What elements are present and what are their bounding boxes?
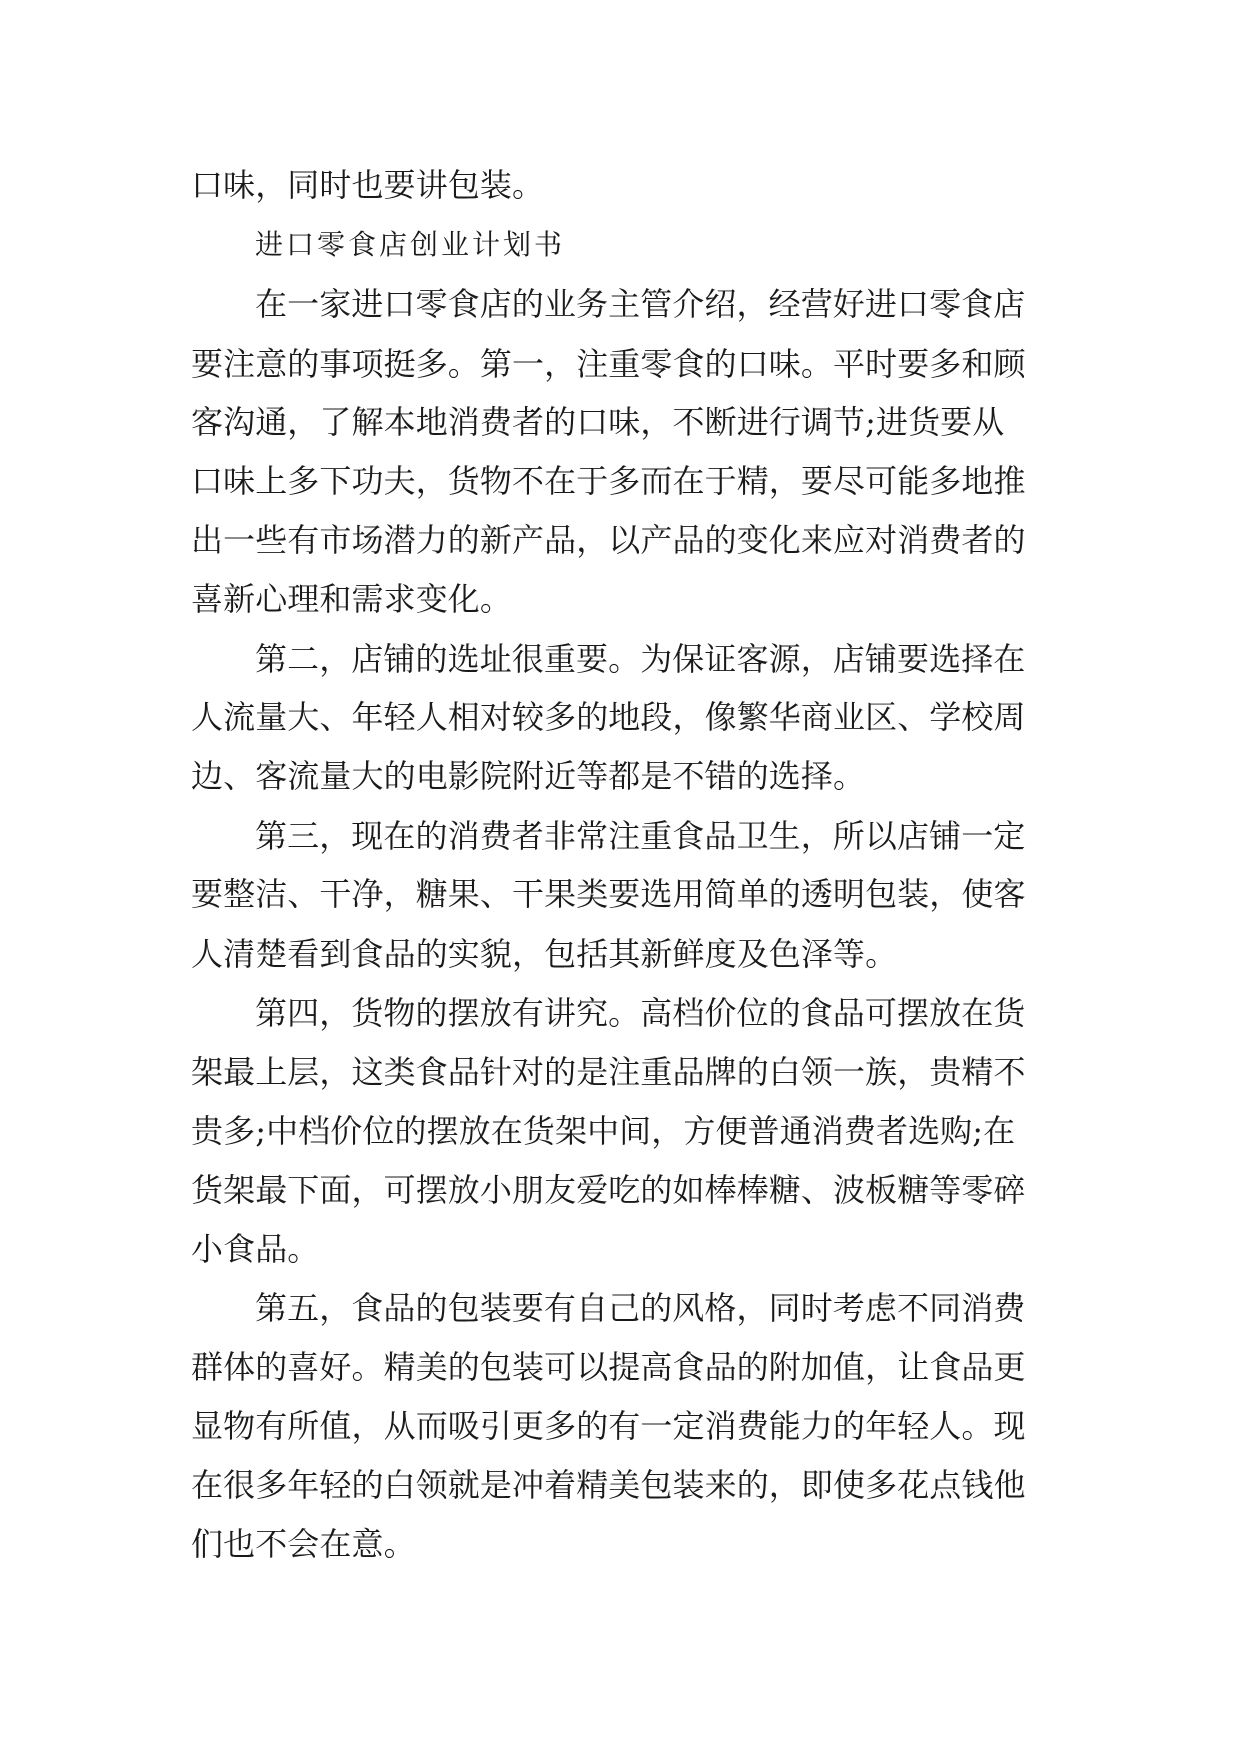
text-line: 要整洁、干净，糖果、干果类要选用简单的透明包装，使客 bbox=[191, 875, 1026, 913]
paragraph-start: 第四，货物的摆放有讲究。高档价位的食品可摆放在货 bbox=[255, 994, 1026, 1032]
paragraph-start: 第二，店铺的选址很重要。为保证客源，店铺要选择在 bbox=[255, 640, 1026, 678]
text-line: 显物有所值，从而吸引更多的有一定消费能力的年轻人。现 bbox=[191, 1407, 1026, 1445]
text-line: 贵多;中档价位的摆放在货架中间，方便普通消费者选购;在 bbox=[191, 1112, 1016, 1150]
paragraph-start: 第五，食品的包装要有自己的风格，同时考虑不同消费 bbox=[255, 1289, 1026, 1327]
text-line: 人清楚看到食品的实貌，包括其新鲜度及色泽等。 bbox=[191, 935, 898, 973]
text-line: 喜新心理和需求变化。 bbox=[191, 580, 513, 618]
text-line: 边、客流量大的电影院附近等都是不错的选择。 bbox=[191, 757, 866, 795]
text-line: 出一些有市场潜力的新产品，以产品的变化来应对消费者的 bbox=[191, 521, 1026, 559]
text-line: 架最上层，这类食品针对的是注重品牌的白领一族，贵精不 bbox=[191, 1053, 1026, 1091]
text-line: 客沟通，了解本地消费者的口味，不断进行调节;进货要从 bbox=[191, 403, 1005, 441]
text-line: 口味，同时也要讲包装。 bbox=[191, 166, 545, 204]
text-line: 口味上多下功夫，货物不在于多而在于精，要尽可能多地推 bbox=[191, 462, 1026, 500]
text-line: 在很多年轻的白领就是冲着精美包装来的，即使多花点钱他 bbox=[191, 1466, 1026, 1504]
text-line: 货架最下面，可摆放小朋友爱吃的如棒棒糖、波板糖等零碎 bbox=[191, 1171, 1026, 1209]
text-line: 人流量大、年轻人相对较多的地段，像繁华商业区、学校周 bbox=[191, 698, 1026, 736]
section-title: 进口零食店创业计划书 bbox=[255, 228, 566, 261]
text-line: 小食品。 bbox=[191, 1230, 320, 1268]
text-line: 们也不会在意。 bbox=[191, 1525, 416, 1563]
paragraph-start: 第三，现在的消费者非常注重食品卫生，所以店铺一定 bbox=[255, 817, 1026, 855]
paragraph-start: 在一家进口零食店的业务主管介绍，经营好进口零食店 bbox=[255, 285, 1026, 323]
text-line: 要注意的事项挺多。第一，注重零食的口味。平时要多和顾 bbox=[191, 345, 1026, 383]
text-line: 群体的喜好。精美的包装可以提高食品的附加值，让食品更 bbox=[191, 1348, 1026, 1386]
